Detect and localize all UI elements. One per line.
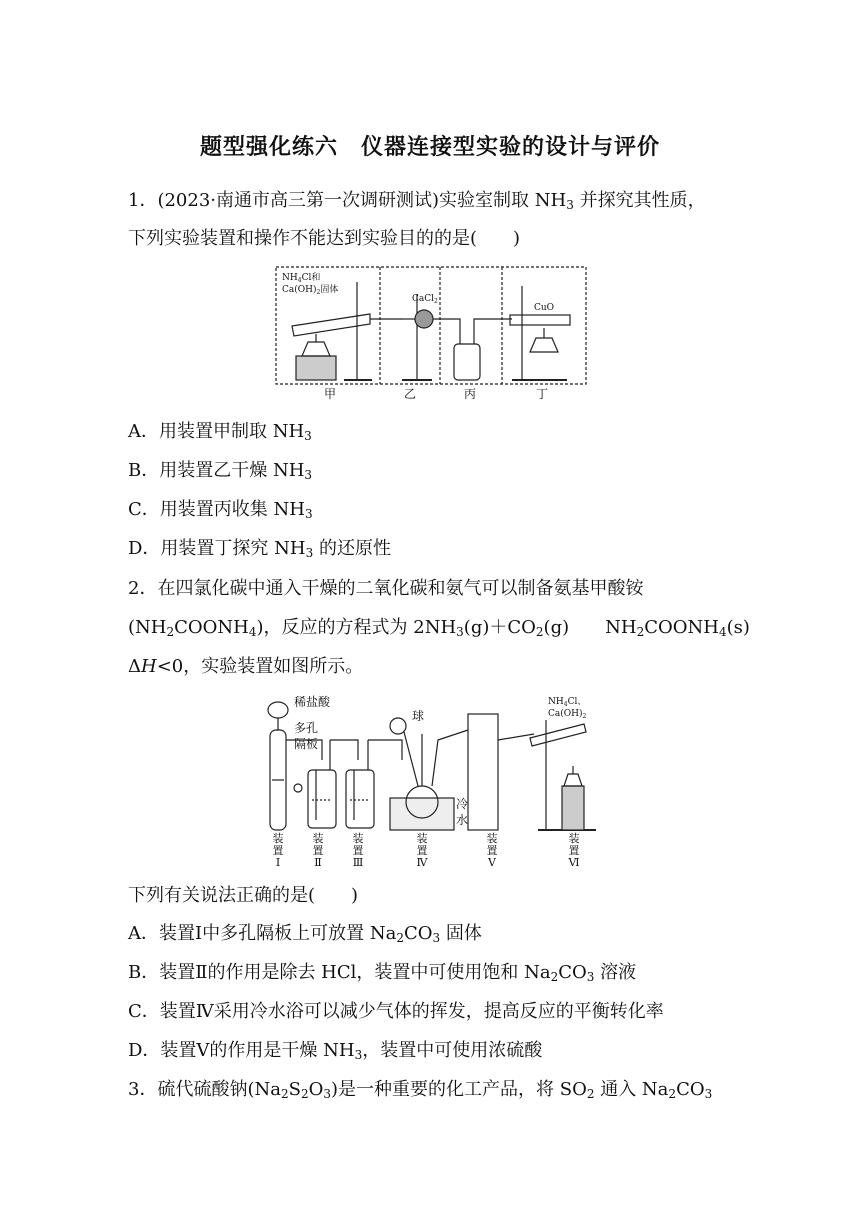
device-label-1: Ⅰ bbox=[275, 856, 281, 869]
svg-text:Ca(OH)2固体: $Ca(OH)_2$固体 bbox=[282, 285, 339, 296]
svg-text:多孔: 多孔 bbox=[294, 721, 319, 735]
svg-text:CuO: CuO bbox=[534, 303, 555, 313]
q3-stem-line1: 3．硫代硫酸钠$(Na_2S_2O_3)$是一种重要的化工产品，将 $SO_2$ 通入 $Na_2CO_3$ bbox=[128, 1079, 713, 1101]
q2-option-c: C．装置Ⅳ采用冷水浴可以减少气体的挥发，提高反应的平衡转化率 bbox=[128, 1001, 664, 1022]
svg-text:球: 球 bbox=[412, 709, 425, 723]
q2-stem-line1: 2．在四氯化碳中通入干燥的二氧化碳和氨气可以制备氨基甲酸铵 bbox=[128, 578, 644, 599]
device-label-2-char2: 置 bbox=[312, 844, 324, 857]
device-label-6: Ⅵ bbox=[568, 856, 580, 869]
q1-stem-line2: 下列实验装置和操作不能达到实验目的的是( ) bbox=[128, 228, 521, 249]
q1-stem-line1: 1．(2023·南通市高三第一次调研测试)实验室制取 $NH_3$ 并探究其性质， bbox=[128, 190, 706, 212]
device-label-5: Ⅴ bbox=[488, 856, 496, 869]
svg-text:冷: 冷 bbox=[456, 797, 469, 811]
device-label-4-char1: 装 bbox=[416, 832, 428, 845]
svg-text:CaCl2: CaCl$_2$ bbox=[412, 294, 438, 305]
fig-label-bing: 丙 bbox=[463, 387, 477, 401]
q2-option-a: A．装置Ⅰ中多孔隔板上可放置 $Na_2CO_3$ 固体 bbox=[128, 923, 482, 945]
device-label-3-char2: 置 bbox=[352, 844, 364, 857]
device-label-3: Ⅲ bbox=[352, 856, 364, 869]
q2-option-d: D．装置Ⅴ的作用是干燥 $NH_3$，装置中可使用浓硫酸 bbox=[128, 1040, 543, 1062]
svg-text:NH4Cl和: $NH_4Cl$和 bbox=[282, 273, 321, 284]
device-label-5-char1: 装 bbox=[486, 832, 498, 845]
q1-option-c: C．用装置丙收集 $NH_3$ bbox=[128, 499, 313, 521]
device-label-3-char1: 装 bbox=[352, 832, 364, 845]
fig-label-ding: 丁 bbox=[535, 387, 549, 401]
device-label-1-char1: 装 bbox=[272, 832, 284, 845]
svg-text:水: 水 bbox=[456, 813, 469, 827]
q1-apparatus-figure bbox=[272, 264, 592, 404]
q2-option-b: B．装置Ⅱ的作用是除去 HCl，装置中可使用饱和 $Na_2CO_3$ 溶液 bbox=[128, 962, 637, 984]
fig-label-jia: 甲 bbox=[323, 387, 337, 401]
device-label-4: Ⅳ bbox=[416, 856, 428, 869]
q1-option-a: A．用装置甲制取 $NH_3$ bbox=[128, 421, 312, 443]
device-label-2: Ⅱ bbox=[314, 856, 322, 869]
device-label-2-char1: 装 bbox=[312, 832, 324, 845]
q2-apparatus-figure bbox=[262, 690, 602, 870]
fig-label-yi: 乙 bbox=[403, 387, 417, 401]
svg-text:隔板: 隔板 bbox=[294, 737, 319, 751]
q1-option-d: D．用装置丁探究 $NH_3$ 的还原性 bbox=[128, 538, 391, 560]
device-label-6-char2: 置 bbox=[568, 844, 580, 857]
svg-text:稀盐酸: 稀盐酸 bbox=[294, 695, 331, 709]
q2-stem-line3: ΔH<0，实验装置如图所示。 bbox=[128, 656, 364, 677]
svg-text:Ca(OH)2: $Ca(OH)_2$ bbox=[548, 709, 587, 720]
q1-option-b: B．用装置乙干燥 $NH_3$ bbox=[128, 460, 313, 482]
page-title: 题型强化练六 仪器连接型实验的设计与评价 bbox=[199, 134, 660, 160]
device-label-4-char2: 置 bbox=[416, 844, 428, 857]
device-label-5-char2: 置 bbox=[486, 844, 498, 857]
q2-prompt: 下列有关说法正确的是( ) bbox=[128, 885, 359, 906]
device-label-1-char2: 置 bbox=[272, 844, 284, 857]
device-label-6-char1: 装 bbox=[568, 832, 580, 845]
svg-text:NH4Cl、: $NH_4Cl$、 bbox=[548, 697, 587, 708]
q2-stem-line2: $(NH_2COONH_4)$，反应的方程式为 $2NH_3(g)+CO_2(g)$ $NH_2COONH_4(s)$ bbox=[128, 617, 750, 639]
